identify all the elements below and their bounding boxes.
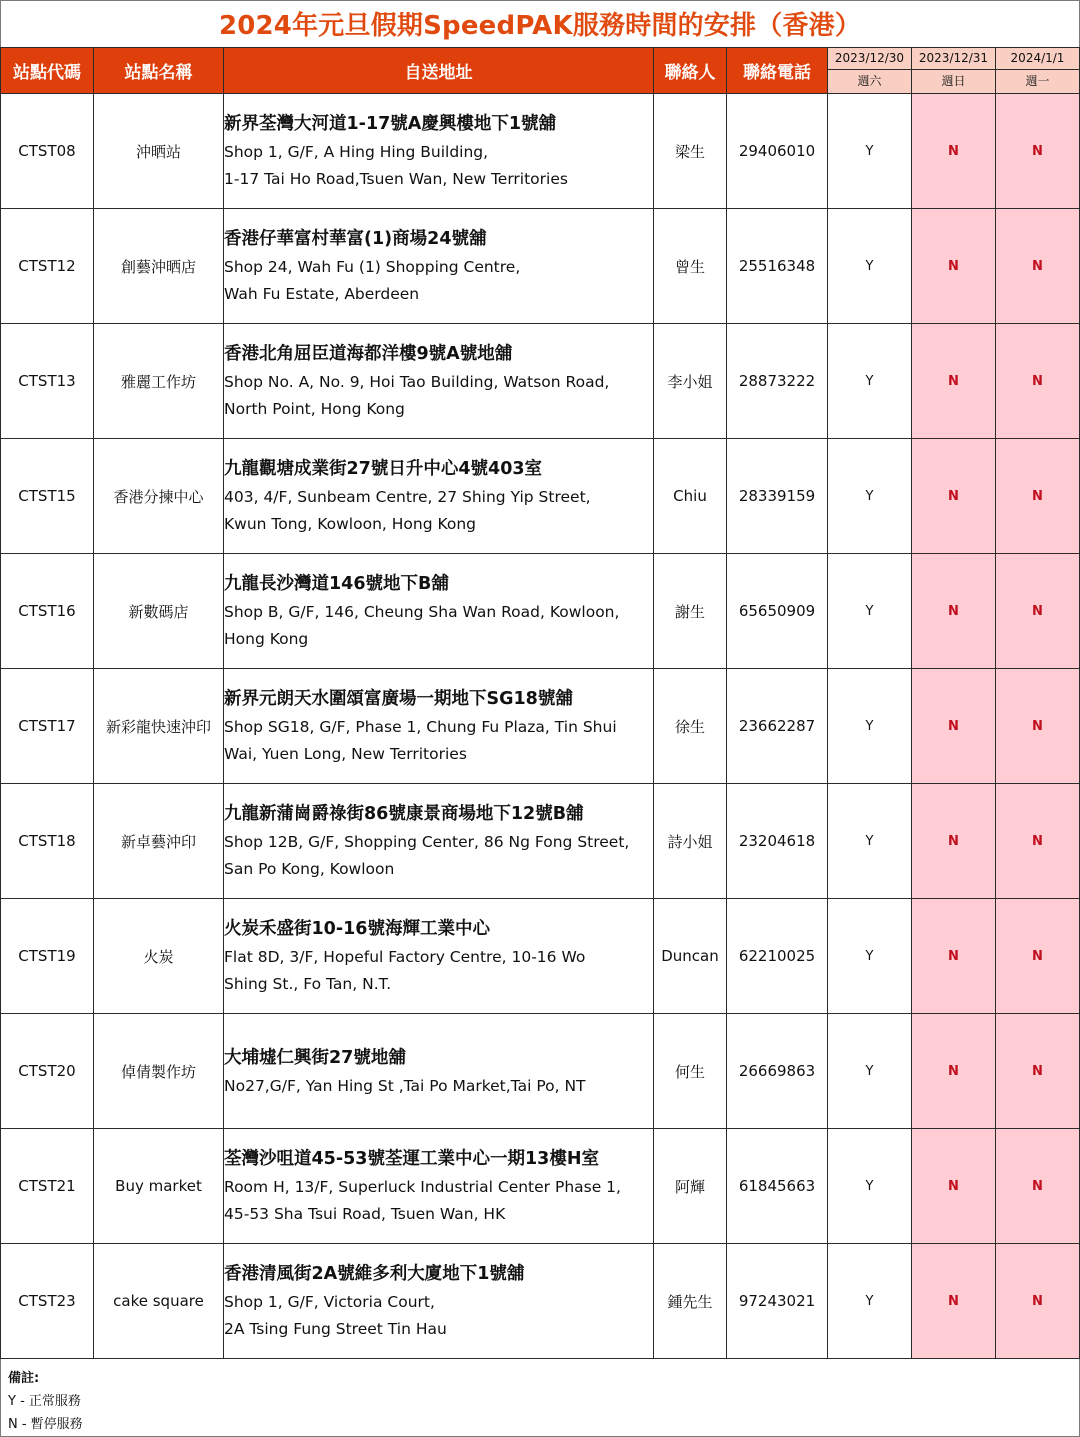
service-status-jan1: N [996, 669, 1080, 784]
service-status-dec30: Y [828, 784, 912, 899]
station-name: 香港分揀中心 [94, 439, 224, 554]
address-english-line-1: Shop 24, Wah Fu (1) Shopping Centre, [224, 258, 521, 276]
service-status-dec31: N [912, 439, 996, 554]
contact-person: Duncan [654, 899, 727, 1014]
station-code: CTST19 [1, 899, 94, 1014]
address-cell [224, 94, 654, 209]
service-status-dec30: Y [828, 554, 912, 669]
contact-person: 何生 [654, 1014, 727, 1129]
header-date-2: 2023/12/31 [912, 48, 996, 70]
address-english-line-2: Wah Fu Estate, Aberdeen [224, 285, 420, 303]
address-english-line-1: 403, 4/F, Sunbeam Centre, 27 Shing Yip Street, [224, 488, 591, 506]
header-phone: 聯絡電話 [727, 48, 828, 94]
contact-phone: 26669863 [727, 1014, 828, 1129]
station-code: CTST16 [1, 554, 94, 669]
address-cell [224, 899, 654, 1014]
address-english-line-1: Flat 8D, 3/F, Hopeful Factory Centre, 10-16 Wo [224, 948, 586, 966]
address-cell [224, 209, 654, 324]
station-code: CTST13 [1, 324, 94, 439]
address-cell [224, 1244, 654, 1359]
service-status-dec31: N [912, 209, 996, 324]
contact-phone: 25516348 [727, 209, 828, 324]
table-row [1, 324, 1080, 439]
service-status-dec30: Y [828, 669, 912, 784]
contact-phone: 29406010 [727, 94, 828, 209]
address-english-line-1: Shop No. A, No. 9, Hoi Tao Building, Watson Road, [224, 373, 610, 391]
address-cell [224, 669, 654, 784]
contact-person: 鍾先生 [654, 1244, 727, 1359]
service-status-dec30: Y [828, 1014, 912, 1129]
service-status-dec30: Y [828, 439, 912, 554]
address-english-line-1: No27,G/F, Yan Hing St ,Tai Po Market,Tai Po, NT [224, 1076, 586, 1095]
station-code: CTST17 [1, 669, 94, 784]
table-row [1, 554, 1080, 669]
station-name: 新卓藝沖印 [94, 784, 224, 899]
service-status-jan1: N [996, 439, 1080, 554]
address-chinese: 荃灣沙咀道45-53號荃運工業中心一期13樓H室 [224, 1149, 599, 1169]
notes-title: 備註: [8, 1371, 40, 1386]
contact-phone: 23662287 [727, 669, 828, 784]
contact-phone: 28339159 [727, 439, 828, 554]
page-title: 2024年元旦假期SpeedPAK服務時間的安排（香港） [218, 11, 862, 41]
contact-phone: 23204618 [727, 784, 828, 899]
contact-phone: 61845663 [727, 1129, 828, 1244]
address-english-line-1: Shop B, G/F, 146, Cheung Sha Wan Road, Kowloon, [224, 603, 620, 621]
header-weekday-3: 週一 [996, 70, 1080, 94]
station-code: CTST23 [1, 1244, 94, 1359]
service-status-dec31: N [912, 1129, 996, 1244]
schedule-table [0, 47, 1080, 1359]
station-name: 新彩龍快速沖印 [94, 669, 224, 784]
station-name: 火炭 [94, 899, 224, 1014]
table-row [1, 1244, 1080, 1359]
service-status-jan1: N [996, 209, 1080, 324]
station-name: Buy market [94, 1129, 224, 1244]
station-name: 倬倩製作坊 [94, 1014, 224, 1129]
service-status-jan1: N [996, 1129, 1080, 1244]
header-station-name: 站點名稱 [94, 48, 224, 94]
notes-legend-y: Y - 正常服務 [8, 1394, 81, 1409]
address-english-line-1: Room H, 13/F, Superluck Industrial Center Phase 1, [224, 1178, 621, 1196]
header-address: 自送地址 [224, 48, 654, 94]
address-chinese: 九龍觀塘成業街27號日升中心4號403室 [224, 459, 543, 479]
station-code: CTST15 [1, 439, 94, 554]
service-status-dec31: N [912, 899, 996, 1014]
service-status-jan1: N [996, 554, 1080, 669]
table-row [1, 439, 1080, 554]
table-row [1, 94, 1080, 209]
address-cell [224, 1014, 654, 1129]
service-status-dec31: N [912, 669, 996, 784]
station-code: CTST12 [1, 209, 94, 324]
header-date-1: 2023/12/30 [828, 48, 912, 70]
notes-legend-n: N - 暫停服務 [8, 1417, 83, 1432]
table-row [1, 209, 1080, 324]
service-status-dec30: Y [828, 1129, 912, 1244]
service-status-dec31: N [912, 94, 996, 209]
contact-person: 徐生 [654, 669, 727, 784]
contact-person: 阿輝 [654, 1129, 727, 1244]
station-code: CTST20 [1, 1014, 94, 1129]
address-chinese: 香港仔華富村華富(1)商場24號舖 [224, 229, 487, 249]
service-status-dec30: Y [828, 324, 912, 439]
service-status-dec31: N [912, 784, 996, 899]
address-english-line-2: Wai, Yuen Long, New Territories [224, 745, 467, 763]
address-cell [224, 1129, 654, 1244]
address-english-line-1: Shop 12B, G/F, Shopping Center, 86 Ng Fong Street, [224, 833, 630, 851]
address-cell [224, 554, 654, 669]
station-name: 創藝沖晒店 [94, 209, 224, 324]
address-english-line-2: Shing St., Fo Tan, N.T. [224, 975, 392, 993]
service-status-jan1: N [996, 899, 1080, 1014]
address-chinese: 九龍新蒲崗爵祿街86號康景商場地下12號B舖 [224, 804, 584, 824]
service-status-dec30: Y [828, 1244, 912, 1359]
contact-phone: 28873222 [727, 324, 828, 439]
address-english-line-2: 1-17 Tai Ho Road,Tsuen Wan, New Territories [224, 170, 568, 188]
address-english-line-2: Kwun Tong, Kowloon, Hong Kong [224, 515, 477, 533]
address-english-line-2: 2A Tsing Fung Street Tin Hau [224, 1320, 447, 1338]
header-weekday-1: 週六 [828, 70, 912, 94]
address-english-line-2: 45-53 Sha Tsui Road, Tsuen Wan, HK [224, 1205, 506, 1223]
service-status-jan1: N [996, 324, 1080, 439]
service-status-dec30: Y [828, 94, 912, 209]
notes [8, 1367, 83, 1436]
contact-person: 曾生 [654, 209, 727, 324]
address-chinese: 九龍長沙灣道146號地下B舖 [224, 574, 449, 594]
address-english-line-1: Shop 1, G/F, Victoria Court, [224, 1293, 435, 1311]
station-name: cake square [94, 1244, 224, 1359]
contact-person: 謝生 [654, 554, 727, 669]
address-cell [224, 324, 654, 439]
address-chinese: 新界元朗天水圍頌富廣場一期地下SG18號舖 [224, 689, 573, 709]
address-chinese: 香港北角屈臣道海都洋樓9號A號地舖 [224, 344, 513, 364]
header-date-3: 2024/1/1 [996, 48, 1080, 70]
contact-person: 梁生 [654, 94, 727, 209]
service-status-jan1: N [996, 1014, 1080, 1129]
service-status-dec31: N [912, 1014, 996, 1129]
header-weekday-2: 週日 [912, 70, 996, 94]
service-status-jan1: N [996, 1244, 1080, 1359]
service-status-dec30: Y [828, 209, 912, 324]
station-name: 新數碼店 [94, 554, 224, 669]
address-cell [224, 439, 654, 554]
station-code: CTST18 [1, 784, 94, 899]
address-chinese: 大埔墟仁興街27號地舖 [224, 1047, 406, 1068]
address-english-line-1: Shop SG18, G/F, Phase 1, Chung Fu Plaza, Tin Shui [224, 718, 617, 736]
header-contact: 聯絡人 [654, 48, 727, 94]
address-english-line-1: Shop 1, G/F, A Hing Hing Building, [224, 143, 489, 161]
station-name: 沖晒站 [94, 94, 224, 209]
address-english-line-2: North Point, Hong Kong [224, 400, 405, 418]
contact-person: 李小姐 [654, 324, 727, 439]
address-chinese: 新界荃灣大河道1-17號A慶興樓地下1號舖 [224, 114, 557, 134]
station-code: CTST08 [1, 94, 94, 209]
service-status-dec30: Y [828, 899, 912, 1014]
contact-phone: 97243021 [727, 1244, 828, 1359]
address-cell [224, 784, 654, 899]
station-name: 雅麗工作坊 [94, 324, 224, 439]
address-chinese: 火炭禾盛街10-16號海輝工業中心 [224, 919, 490, 939]
service-status-dec31: N [912, 1244, 996, 1359]
address-english-line-2: Hong Kong [224, 630, 309, 648]
station-code: CTST21 [1, 1129, 94, 1244]
table-row [1, 1129, 1080, 1244]
service-status-dec31: N [912, 324, 996, 439]
address-chinese: 香港清風街2A號維多利大廈地下1號舖 [224, 1264, 525, 1284]
table-row [1, 1014, 1080, 1129]
table-row [1, 784, 1080, 899]
table-row [1, 899, 1080, 1014]
table-row [1, 669, 1080, 784]
header-station-code: 站點代碼 [1, 48, 94, 94]
address-english-line-2: San Po Kong, Kowloon [224, 860, 395, 878]
service-status-jan1: N [996, 784, 1080, 899]
service-status-jan1: N [996, 94, 1080, 209]
service-status-dec31: N [912, 554, 996, 669]
contact-phone: 65650909 [727, 554, 828, 669]
contact-person: 詩小姐 [654, 784, 727, 899]
contact-phone: 62210025 [727, 899, 828, 1014]
contact-person: Chiu [654, 439, 727, 554]
